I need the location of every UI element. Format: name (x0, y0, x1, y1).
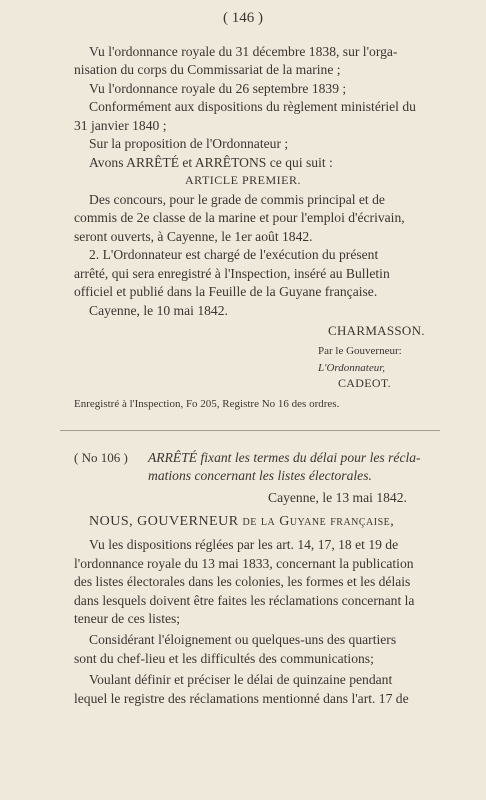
text-line: Avons ARRÊTÉ et ARRÊTONS ce qui suit : (89, 155, 333, 170)
text-line: Sur la proposition de l'Ordonnateur ; (89, 136, 289, 151)
text-line: Vu l'ordonnance royale du 26 septembre 1839 ; (89, 81, 347, 96)
page-number: ( 146 ) (223, 10, 263, 26)
text-line: arrêté, qui sera enregistré à l'Inspection, inséré au Bulletin (74, 266, 390, 281)
signature: CHARMASSON. (328, 323, 425, 338)
text-line: nisation du corps du Commissariat de la marine ; (74, 62, 341, 77)
text-line: Voulant définir et préciser le délai de quinzaine pendant (89, 672, 393, 687)
article-heading: ARTICLE PREMIER. (185, 173, 301, 187)
par-le-gouverneur: Par le Gouverneur: (318, 345, 402, 357)
ordinance-date: Cayenne, le 13 mai 1842. (268, 490, 407, 505)
ordinance-title: ARRÊTÉ fixant les termes du délai pour les récla- (148, 450, 421, 465)
text-line: sont du chef-lieu et les difficultés des communications; (74, 651, 374, 666)
ordinance-number: ( No 106 ) (74, 450, 128, 465)
text-line: seront ouverts, à Cayenne, le 1er août 1842. (74, 229, 313, 244)
text-line: Considérant l'éloignement ou quelques-uns des quartiers (89, 632, 397, 647)
ordonnateur-title: L'Ordonnateur, (318, 362, 386, 374)
registration-note: Enregistré à l'Inspection, Fo 205, Registre No 16 des ordres. (74, 398, 340, 410)
ordonnateur-name: CADEOT. (338, 376, 391, 390)
ordinance-title: mations concernant les listes électorales. (148, 468, 372, 483)
text-line: officiel et publié dans la Feuille de la Guyane française. (74, 284, 378, 299)
text-line: lequel le registre des réclamations mentionné dans l'art. 17 de (74, 691, 409, 706)
text-line: commis de 2e classe de la marine et pour l'emploi d'écrivain, (74, 210, 405, 225)
ordinance-intro: NOUS, GOUVERNEUR de la Guyane française, (89, 514, 395, 529)
text-line: Des concours, pour le grade de commis principal et de (89, 192, 385, 207)
text-line: dans lesquels doivent être faites les réclamations concernant la (74, 593, 415, 608)
section-divider (60, 430, 440, 431)
text-line: 31 janvier 1840 ; (74, 118, 167, 133)
text-line: Vu l'ordonnance royale du 31 décembre 1838, sur l'orga- (89, 44, 398, 59)
text-line: l'ordonnance royale du 13 mai 1833, concernant la publication (74, 556, 414, 571)
text-line: teneur de ces listes; (74, 611, 181, 626)
text-line: 2. L'Ordonnateur est chargé de l'exécution du présent (89, 247, 379, 262)
text-line: des listes électorales dans les colonies, les formes et les délais (74, 574, 411, 589)
text-line: Conformément aux dispositions du règlement ministériel du (89, 99, 416, 114)
text-line: Vu les dispositions réglées par les art. 14, 17, 18 et 19 de (89, 537, 399, 552)
text-line: Cayenne, le 10 mai 1842. (89, 303, 228, 318)
